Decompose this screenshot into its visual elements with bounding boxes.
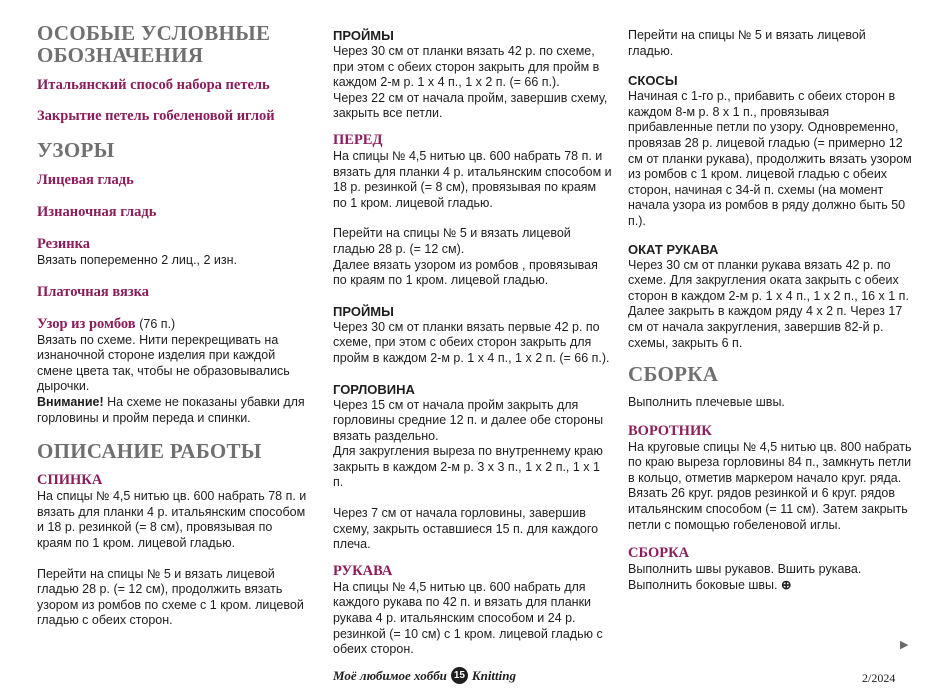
pattern-garter: Платочная вязка [37, 283, 150, 300]
back-armholes-text-1: Через 30 см от планки вязать 42 р. по схеме, при этом с обеих сторон закрыть для пройм в каждом 2-м р. 1 х 4 п., 1 х 2 п. (= 66 п.). [333, 44, 600, 90]
patterns-heading: УЗОРЫ [37, 138, 115, 162]
pattern-rib: Резинка [37, 236, 91, 252]
pattern-diamonds-title [37, 316, 307, 333]
sleeves-heading: РУКАВА [333, 562, 393, 579]
brand-knitting: Knitting [471, 667, 516, 683]
end-mark-icon: ⊕ [781, 577, 792, 592]
back-text-1: На спицы № 4,5 нитью цв. 600 набрать 78 п. и вязать для планки 4 р. итальянским способом и 18 р. резинкой (= 8 см), провязывая по краям по 1 кром. лицевой гладью. [37, 489, 307, 550]
bevels-text: Начиная с 1-го р., прибавить с обеих сторон в каждом 8-м р. 8 х 1 п., провязывая прибавленные петли по узору. Одновременно, провязав 28 р. лицевой гладью (= примерно 12 см от планки рукава), продолжить вязать узором из ромбов с 1 кром. лицевой гладью с обеих сторон, начиная с 34-й п. схемы (на момент начала узора из ромбов в ряду должно быть 50 п.). [628, 89, 912, 228]
final-assembly-text-1: Выполнить швы рукавов. Вшить рукава. [628, 562, 862, 577]
issue-number: 2/2024 [862, 671, 896, 685]
pattern-diamonds-count: (76 п.) [139, 316, 176, 331]
attention-note [37, 395, 307, 426]
back-armholes-heading: ПРОЙМЫ [333, 28, 394, 43]
pattern-reverse-stockinette: Изнаночная гладь [37, 204, 157, 220]
final-assembly-heading: СБОРКА [628, 545, 690, 562]
next-arrow-icon: ▶ [900, 639, 909, 651]
final-assembly-text-2-line [628, 578, 913, 594]
symbol-tapestry-bind-off: Закрытие петель гобеленовой иглой [37, 108, 275, 124]
column-middle [333, 22, 613, 658]
symbol-italian-cast-on: Итальянский способ набора петель [37, 77, 270, 93]
collar-text: На круговые спицы № 4,5 нитью цв. 800 набрать по краю выреза горловины 84 п., замкнуть петли в кольцо, отметив маркером начало круг. ряда. Вязать 26 круг. рядов резинкой и 6 круг. рядов итальянским способом (= 11 см). Затем закрыть петли с помощью гобеленовой иглы. [628, 439, 912, 532]
neckline-text-1: Через 15 см от начала пройм закрыть для горловины средние 12 п. и далее обе стороны вязать раздельно. [333, 397, 604, 443]
front-text-1: На спицы № 4,5 нитью цв. 600 набрать 78 п. и вязать для планки 4 р. итальянским способом и 18 р. резинкой (= 8 см), провязывая по краям по 1 кром. лицевой гладью. [333, 148, 612, 210]
work-description-heading: ОПИСАНИЕ РАБОТЫ [37, 439, 262, 464]
page-badge: 15 [451, 667, 468, 684]
sleeve-cap-heading: ОКАТ РУКАВА [628, 241, 719, 257]
front-armholes-text: Через 30 см от планки вязать первые 42 р. по схеме, при этом с обеих сторон закрыть для пройм в каждом 2-м р. 1 х 4 п., 1 х 2 п. (= 66 п.). [333, 319, 610, 365]
pattern-rib-text: Вязать попеременно 2 лиц., 2 изн. [37, 253, 237, 267]
attention-label: Внимание! [37, 394, 104, 409]
front-armholes-heading: ПРОЙМЫ [333, 303, 394, 319]
neckline-text-3: Через 7 см от начала горловины, завершив схему, закрыть оставшиеся 15 п. для каждого плеча. [333, 506, 599, 552]
pattern-stockinette: Лицевая гладь [37, 172, 134, 188]
attention-text: На схеме не показаны убавки для горловины и пройм переда и спинки. [37, 394, 305, 425]
front-heading: ПЕРЕД [333, 131, 383, 148]
column-left [37, 22, 307, 629]
back-heading: СПИНКА [37, 472, 103, 489]
neckline-heading: ГОРЛОВИНА [333, 381, 415, 397]
pattern-diamonds-text: Вязать по схеме. Нити перекрещивать на изнаночной стороне изделия при каждой смене цвета так, чтобы не образовывались дырочки. [37, 332, 290, 394]
front-text-3: Далее вязать узором из ромбов , провязывая по краям по 1 кром. лицевой гладью. [333, 257, 598, 288]
assembly-heading: СБОРКА [628, 362, 719, 387]
bevels-heading: СКОСЫ [628, 73, 678, 89]
sleeve-cap-text: Через 30 см от планки рукава вязать 42 р. по схеме. Для закругления оката закрыть с обеих сторон в каждом 2-м р. 1 х 4 п., 1 х 2 п., 16 х 1 п. Далее закрыть в каждом ряду 4 х 2 п. Через 17 см от начала закругления, завершив 82-й р. схемы, закрыть 6 п. [628, 257, 909, 350]
final-assembly-text-2: Выполнить боковые швы. [628, 577, 778, 592]
column-right [628, 22, 913, 593]
sleeves-continue-text: Перейти на спицы № 5 и вязать лицевой гладью. [628, 28, 866, 58]
symbols-heading: ОСОБЫЕ УСЛОВНЫЕ ОБОЗНАЧЕНИЯ [37, 21, 271, 67]
magazine-brand [333, 667, 516, 684]
collar-heading: ВОРОТНИК [628, 422, 712, 439]
neckline-text-2: Для закругления выреза по внутреннему краю закрыть в каждом 2-м р. 3 х 3 п., 1 х 2 п., 1 х 1 п. [333, 444, 603, 490]
pattern-diamonds: Узор из ромбов [37, 315, 136, 332]
back-text-2: Перейти на спицы № 5 и вязать лицевой гладью 28 р. (= 12 см), продолжить вязать узором из ромбов по схеме с 1 кром. лицевой гладью с обеих сторон. [37, 566, 304, 628]
back-armholes-text-2: Через 22 см от начала пройм, завершив схему, закрыть все петли. [333, 90, 608, 121]
sleeves-text: На спицы № 4,5 нитью цв. 600 набрать для каждого рукава по 42 п. и вязать для планки рукава 4 р. итальянским способом и 24 р. резинкой (= 10 см) с 1 кром. лицевой гладью с обеих сторон. [333, 579, 603, 657]
brand-name: Моё любимое хобби [333, 667, 447, 683]
assembly-text: Выполнить плечевые швы. [628, 395, 785, 410]
front-text-2: Перейти на спицы № 5 и вязать лицевой гладью 28 р. (= 12 см). [333, 226, 571, 256]
